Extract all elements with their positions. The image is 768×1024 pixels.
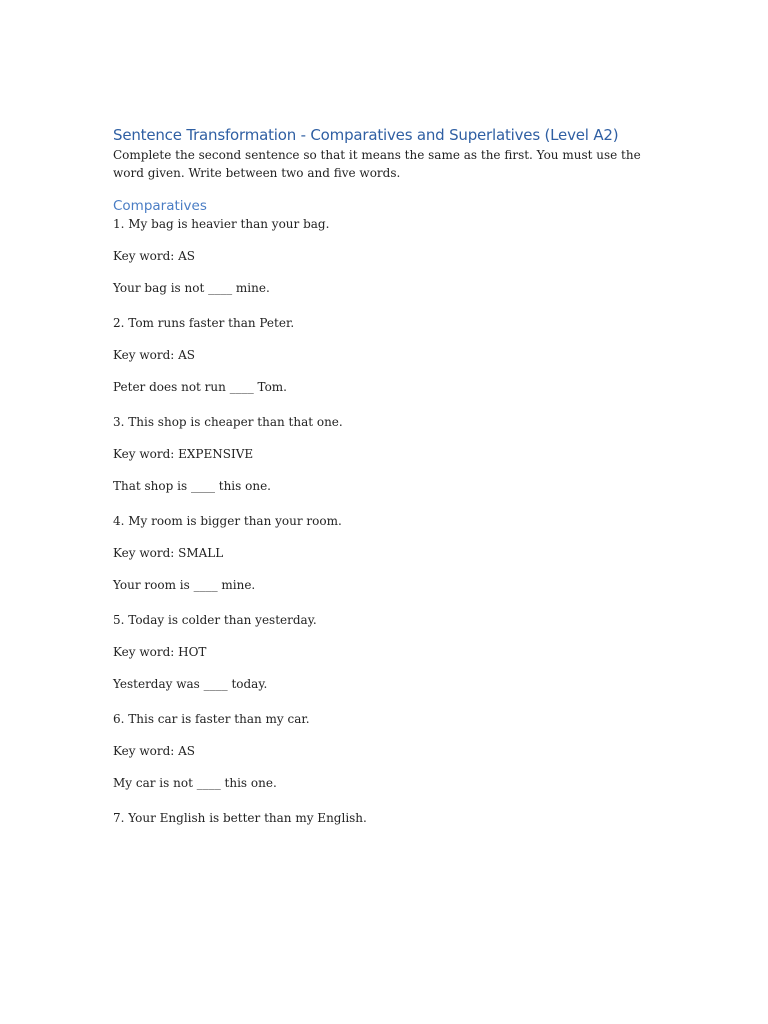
question-item [113, 216, 673, 296]
question-prompt: 1. My bag is heavier than your bag. [113, 217, 330, 231]
section-heading-comparatives: Comparatives [113, 198, 207, 214]
question-prompt: 5. Today is colder than yesterday. [113, 613, 317, 627]
question-item [113, 315, 673, 395]
question-item [113, 711, 673, 791]
question-prompt: 4. My room is bigger than your room. [113, 514, 342, 528]
question-prompt: 3. This shop is cheaper than that one. [113, 415, 343, 429]
question-item [113, 414, 673, 494]
question-key-word: Key word: AS [113, 348, 195, 362]
question-item [113, 513, 673, 593]
question-answer-line: Your room is ____ mine. [113, 578, 256, 592]
question-list [113, 216, 673, 826]
question-key-word: Key word: AS [113, 744, 195, 758]
question-key-word: Key word: HOT [113, 645, 207, 659]
document-page [113, 124, 673, 845]
question-answer-line: Your bag is not ____ mine. [113, 281, 270, 295]
question-answer-line: Peter does not run ____ Tom. [113, 380, 287, 394]
question-prompt: 6. This car is faster than my car. [113, 712, 310, 726]
document-title: Sentence Transformation - Comparatives and Superlatives (Level A2) [113, 126, 619, 144]
instructions-text: Complete the second sentence so that it means the same as the first. You must use the word given. Write between two and five words. [113, 148, 641, 180]
question-answer-line: My car is not ____ this one. [113, 776, 277, 790]
question-answer-line: That shop is ____ this one. [113, 479, 271, 493]
question-key-word: Key word: EXPENSIVE [113, 447, 254, 461]
question-item [113, 810, 673, 826]
question-key-word: Key word: AS [113, 249, 195, 263]
question-prompt: 2. Tom runs faster than Peter. [113, 316, 295, 330]
question-item [113, 612, 673, 692]
question-key-word: Key word: SMALL [113, 546, 224, 560]
question-answer-line: Yesterday was ____ today. [113, 677, 268, 691]
question-prompt: 7. Your English is better than my English. [113, 811, 367, 825]
